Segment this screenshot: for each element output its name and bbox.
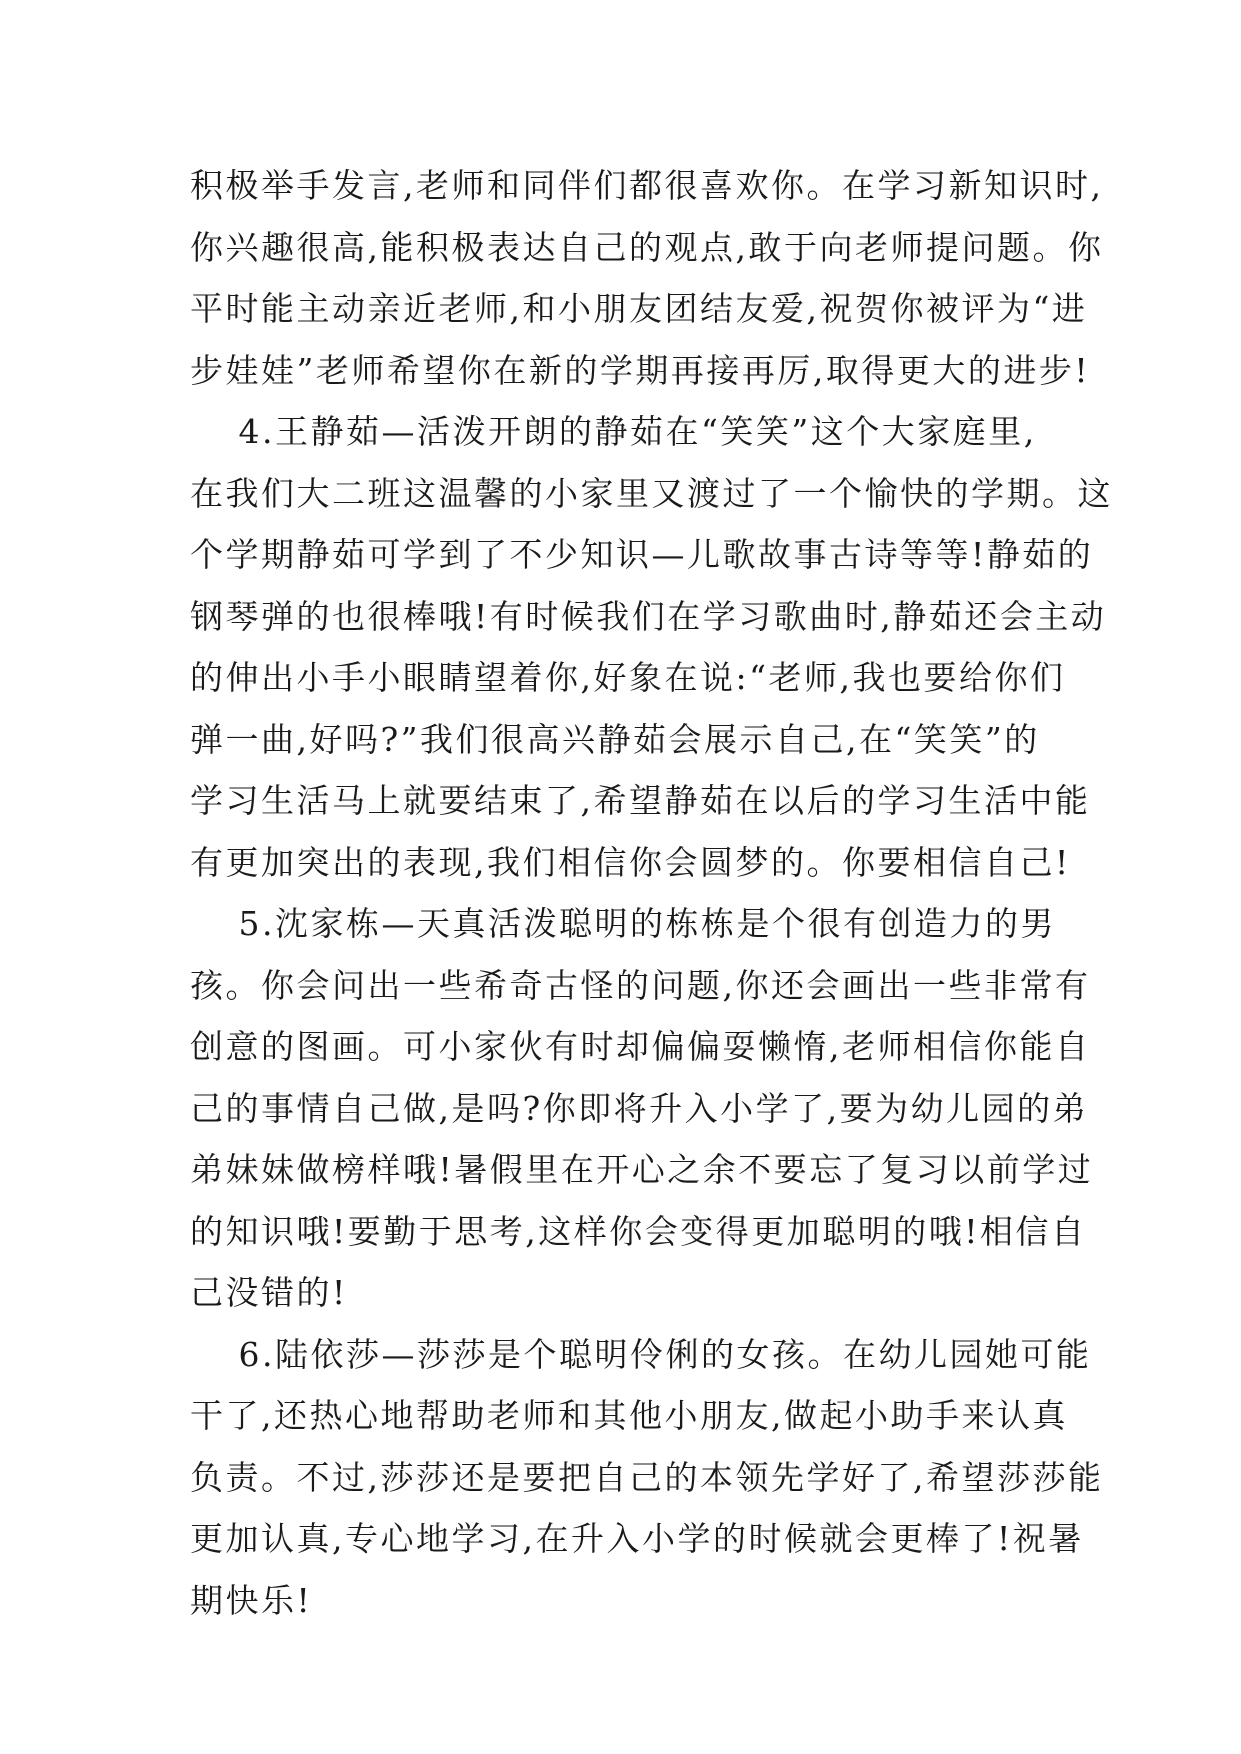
text-line: 钢琴弹的也很棒哦!有时候我们在学习歌曲时,静茹还会主动 [190, 596, 1107, 636]
text-line: 5.沈家栋—天真活泼聪明的栋栋是个很有创造力的男 [190, 904, 1056, 943]
text-line: 更加认真,专心地学习,在升入小学的时候就会更棒了!祝暑 [190, 1519, 1084, 1558]
text-line: 6.陆依莎—莎莎是个聪明伶俐的女孩。在幼儿园她可能 [190, 1334, 1092, 1374]
text-line: 个学期静茹可学到了不少知识—儿歌故事古诗等等!静茹的 [190, 535, 1094, 574]
paragraph-3-continued [190, 155, 1104, 401]
text-line: 步娃娃”老师希望你在新的学期再接再厉,取得更大的进步! [190, 350, 1091, 390]
text-line: 4.王静茹—活泼开朗的静茹在“笑笑”这个大家庭里, [190, 412, 1037, 451]
paragraph-5 [190, 893, 1094, 1324]
text-line: 孩。你会问出一些希奇古怪的问题,你还会画出一些非常有 [190, 965, 1091, 1005]
text-line: 弟妹妹做榜样哦!暑假里在开心之余不要忘了复习以前学过 [190, 1150, 1094, 1189]
text-line: 积极举手发言,老师和同伴们都很喜欢你。在学习新知识时, [190, 166, 1104, 205]
text-line: 干了,还热心地帮助老师和其他小朋友,做起小助手来认真 [190, 1396, 1068, 1435]
text-line: 平时能主动亲近老师,和小朋友团结友爱,祝贺你被评为“进 [190, 289, 1088, 328]
document-body [190, 155, 1113, 1631]
text-line: 的伸出小手小眼睛望着你,好象在说:“老师,我也要给你们 [190, 658, 1066, 697]
paragraph-6 [190, 1324, 1104, 1632]
text-line: 你兴趣很高,能积极表达自己的观点,敢于向老师提问题。你 [190, 227, 1104, 267]
text-line: 己没错的! [190, 1273, 348, 1312]
text-line: 弹一曲,好吗?”我们很高兴静茹会展示自己,在“笑笑”的 [190, 719, 1040, 759]
text-line: 期快乐! [190, 1580, 313, 1620]
text-line: 的知识哦!要勤于思考,这样你会变得更加聪明的哦!相信自 [190, 1211, 1087, 1251]
text-line: 己的事情自己做,是吗?你即将升入小学了,要为幼儿园的弟 [190, 1088, 1089, 1128]
paragraph-4 [190, 401, 1113, 893]
text-line: 学习生活马上就要结束了,希望静茹在以后的学习生活中能 [190, 781, 1091, 820]
text-line: 在我们大二班这温馨的小家里又渡过了一个愉快的学期。这 [190, 473, 1113, 513]
text-line: 创意的图画。可小家伙有时却偏偏耍懒惰,老师相信你能自 [190, 1027, 1091, 1066]
text-line: 有更加突出的表现,我们相信你会圆梦的。你要相信自己! [190, 842, 1071, 882]
text-line: 负责。不过,莎莎还是要把自己的本领先学好了,希望莎莎能 [190, 1457, 1104, 1497]
